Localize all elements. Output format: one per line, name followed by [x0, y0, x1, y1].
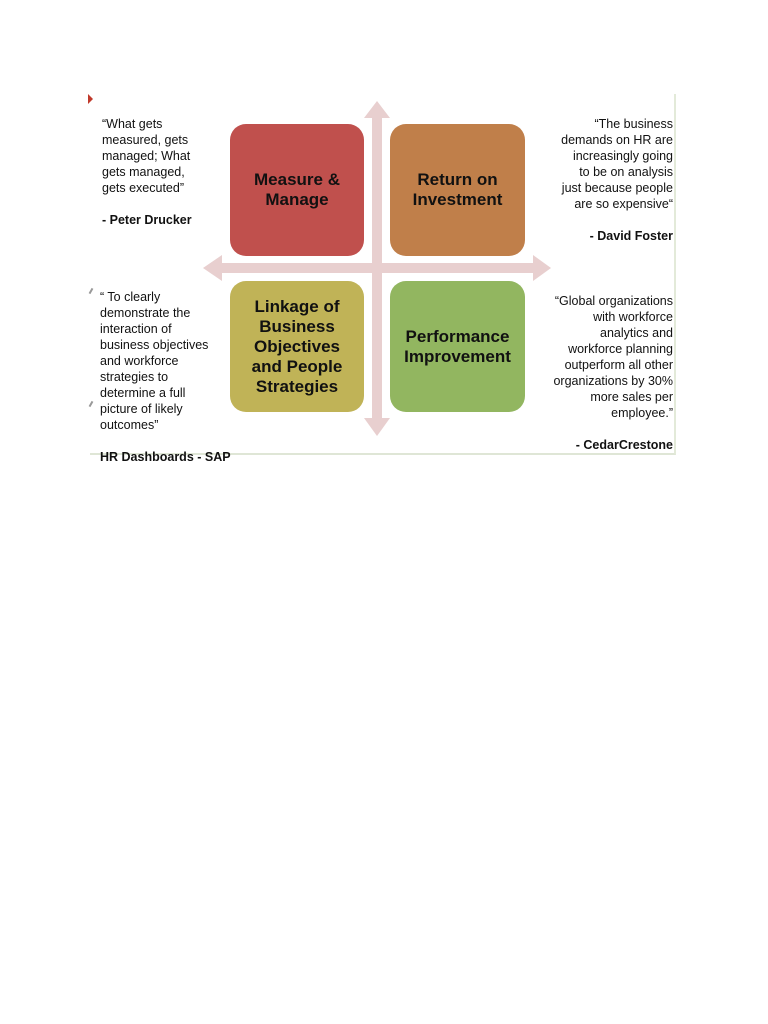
- quadrant-label: Return on Investment: [412, 170, 503, 209]
- quote-author: - Peter Drucker: [102, 213, 192, 227]
- quadrant-label: Performance Improvement: [404, 326, 511, 366]
- quote-bottom-left: [100, 273, 232, 481]
- quadrant-performance-improvement: [390, 281, 525, 412]
- quadrant-label: Linkage of Business Objectives and People Strategies: [251, 296, 343, 396]
- quote-text: “Global organizations with workforce analytics and workforce planning outperform all other organizations by 30% more sales per employee.”: [553, 294, 673, 420]
- quadrant-measure-manage: [230, 124, 364, 256]
- quadrant-return-on-investment: [390, 124, 525, 256]
- quadrant-label: Measure & Manage: [254, 170, 340, 209]
- horizontal-axis-shaft: [220, 263, 536, 273]
- quote-author: HR Dashboards - SAP: [100, 450, 231, 464]
- quote-top-left: [102, 100, 232, 244]
- quadrant-linkage: [230, 281, 364, 412]
- quote-author: - CedarCrestone: [575, 438, 673, 452]
- quote-text: “ To clearly demonstrate the interaction of business objectives and workforce strategies to determine a full picture of likely outcomes”: [100, 290, 209, 432]
- down-arrow-head: [364, 418, 390, 436]
- quote-text: “What gets measured, gets managed; What gets managed, gets executed”: [102, 117, 191, 195]
- quote-author: - David Foster: [589, 229, 673, 243]
- up-arrow-head: [364, 101, 390, 118]
- quote-top-right: [528, 100, 673, 260]
- quote-bottom-right: [528, 277, 673, 469]
- quote-text: “The business demands on HR are increasingly going to be on analysis just because people are so expensive“: [561, 117, 673, 211]
